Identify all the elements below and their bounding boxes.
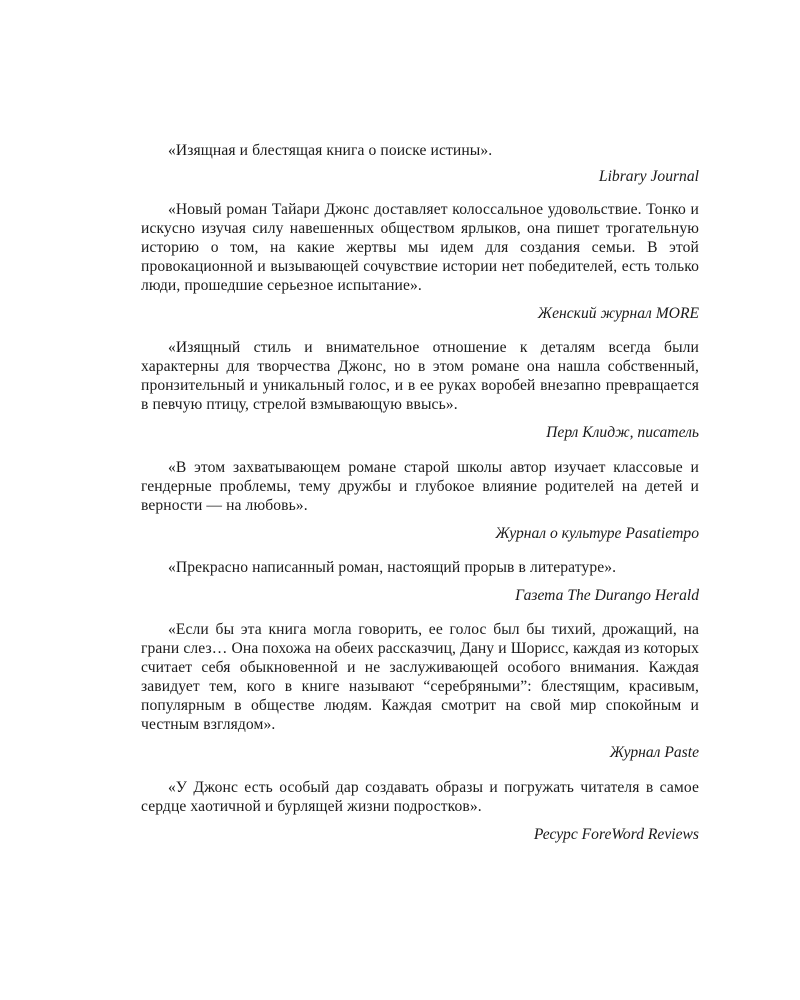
- review-source: Перл Клидж, писатель: [546, 424, 699, 441]
- review-source: Library Journal: [598, 168, 699, 185]
- review-block: [141, 338, 699, 442]
- review-source: Женский журнал MORE: [537, 305, 699, 322]
- review-page: [141, 141, 699, 844]
- review-block: [141, 141, 699, 186]
- review-quote: «Изящный стиль и внимательное отношение к деталям всегда были характерны для творчества Джонс, но в этом романе она нашла собственный, пронзительный и уникальный голос, и в ее руках воробей внезапно превращается в певчую птицу, стрелой взмывающую ввысь».: [141, 339, 699, 413]
- review-quote: «Новый роман Тайари Джонс доставляет колоссальное удовольствие. Тонко и искусно изучая силу навешенных обществом ярлыков, она пишет трогательную историю о том, на какие жертвы мы идем для создания семьи. В этой провокационной и вызывающей сочувствие истории нет победителей, есть только люди, прошедшие серьезное испытание».: [141, 201, 699, 294]
- review-quote: «Изящная и блестящая книга о поиске истины».: [168, 142, 493, 159]
- review-block: [141, 778, 699, 844]
- review-quote: «У Джонс есть особый дар создавать образы и погружать читателя в самое сердце хаотичной и бурлящей жизни подростков».: [141, 779, 699, 815]
- review-source: Ресурс ForeWord Reviews: [533, 826, 699, 843]
- review-source: Журнал Paste: [609, 744, 699, 761]
- review-block: [141, 558, 699, 605]
- review-quote: «Прекрасно написанный роман, настоящий прорыв в литературе».: [168, 559, 617, 576]
- review-source: Газета The Durango Herald: [515, 587, 699, 604]
- review-quote: «В этом захватывающем романе старой школы автор изучает классовые и гендерные проблемы, тему дружбы и глубокое влияние родителей на детей и верности — на любовь».: [141, 459, 699, 514]
- review-block: [141, 620, 699, 762]
- review-quote: «Если бы эта книга могла говорить, ее голос был бы тихий, дрожащий, на грани слез… Она похожа на обеих рассказчиц, Дану и Шорисс, каждая из которых считает себя обыкновенной и не заслуживающей особого внимания. Каждая завидует тем, кого в книге называют “серебряными”: блестящим, красивым, популярным в обществе людям. Каждая смотрит на свой мир спокойным и честным взглядом».: [141, 621, 699, 733]
- review-block: [141, 200, 699, 323]
- review-source: Журнал о культуре Pasatiempo: [495, 525, 699, 542]
- review-block: [141, 458, 699, 543]
